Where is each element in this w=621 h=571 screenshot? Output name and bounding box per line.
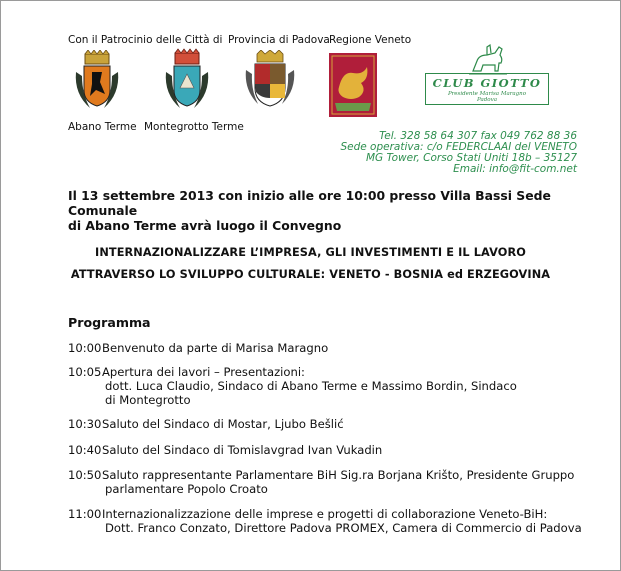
province-label: Provincia di Padova — [228, 34, 330, 46]
intro-paragraph — [68, 188, 621, 233]
region-label: Regione Veneto — [329, 34, 412, 46]
program-time: 10:00 — [68, 341, 102, 355]
montegrotto-coat-of-arms-icon — [162, 48, 212, 114]
program-text: Internazionalizzazione delle imprese e progetti di collaborazione Veneto-BiH: — [102, 507, 548, 521]
patronage-label: Con il Patrocinio delle Città di — [68, 34, 223, 46]
program-time: 11:00 — [68, 507, 102, 521]
program-text: Saluto del Sindaco di Mostar, Ljubo Bešlić — [102, 417, 344, 431]
padova-coat-of-arms-icon — [243, 50, 297, 112]
program-text: Apertura dei lavori – Presentazioni: — [102, 365, 305, 379]
abano-label: Abano Terme — [68, 121, 137, 133]
program-time: 10:30 — [68, 417, 102, 431]
program-subtext: dott. Luca Claudio, Sindaco di Abano Terme e Massimo Bordin, Sindaco — [105, 379, 517, 393]
program-time: 10:40 — [68, 443, 102, 457]
montegrotto-label: Montegrotto Terme — [144, 121, 244, 133]
program-text: Benvenuto da parte di Marisa Maragno — [102, 341, 329, 355]
club-name: CLUB GIOTTO — [432, 76, 542, 90]
club-giotto-logo — [425, 45, 549, 105]
contact-email[interactable]: Email: info@fit-com.net — [453, 163, 577, 175]
club-subtitle — [425, 91, 549, 103]
contact-phone: Tel. 328 58 64 307 fax 049 762 88 36 — [379, 130, 577, 142]
contact-address: MG Tower, Corso Stati Uniti 18b – 35127 — [365, 152, 577, 164]
club-city: Padova — [477, 97, 497, 103]
program-text: Saluto rappresentante Parlamentare BiH Sig.ra Borjana Krišto, Presidente Gruppo — [102, 468, 575, 482]
contact-block — [340, 131, 577, 175]
intro-line-2: di Abano Terme avrà luogo il Convegno — [68, 218, 342, 233]
program-heading: Programma — [68, 315, 151, 330]
veneto-lion-flag-icon — [329, 53, 379, 117]
program-time: 10:05 — [68, 365, 102, 379]
program-subtext: di Montegrotto — [105, 393, 191, 407]
conference-title-line-1: INTERNAZIONALIZZARE L’IMPRESA, GLI INVESTIMENTI E IL LAVORO — [95, 246, 526, 259]
program-subtext: Dott. Franco Conzato, Direttore Padova PROMEX, Camera di Commercio di Padova — [105, 521, 582, 535]
program-text: Saluto del Sindaco di Tomislavgrad Ivan Vukadin — [102, 443, 383, 457]
program-time: 10:50 — [68, 468, 102, 482]
club-president: Presidente Marisa Maragno — [447, 91, 527, 97]
conference-title-line-2: ATTRAVERSO LO SVILUPPO CULTURALE: VENETO - BOSNIA ed ERZEGOVINA — [70, 268, 551, 281]
program-subtext: parlamentare Popolo Croato — [105, 482, 268, 496]
abano-coat-of-arms-icon — [72, 50, 122, 114]
intro-line-1: Il 13 settembre 2013 con inizio alle ore 10:00 presso Villa Bassi Sede Comunale — [68, 188, 551, 218]
contact-office: Sede operativa: c/o FEDERCLAAI del VENETO — [340, 141, 577, 153]
